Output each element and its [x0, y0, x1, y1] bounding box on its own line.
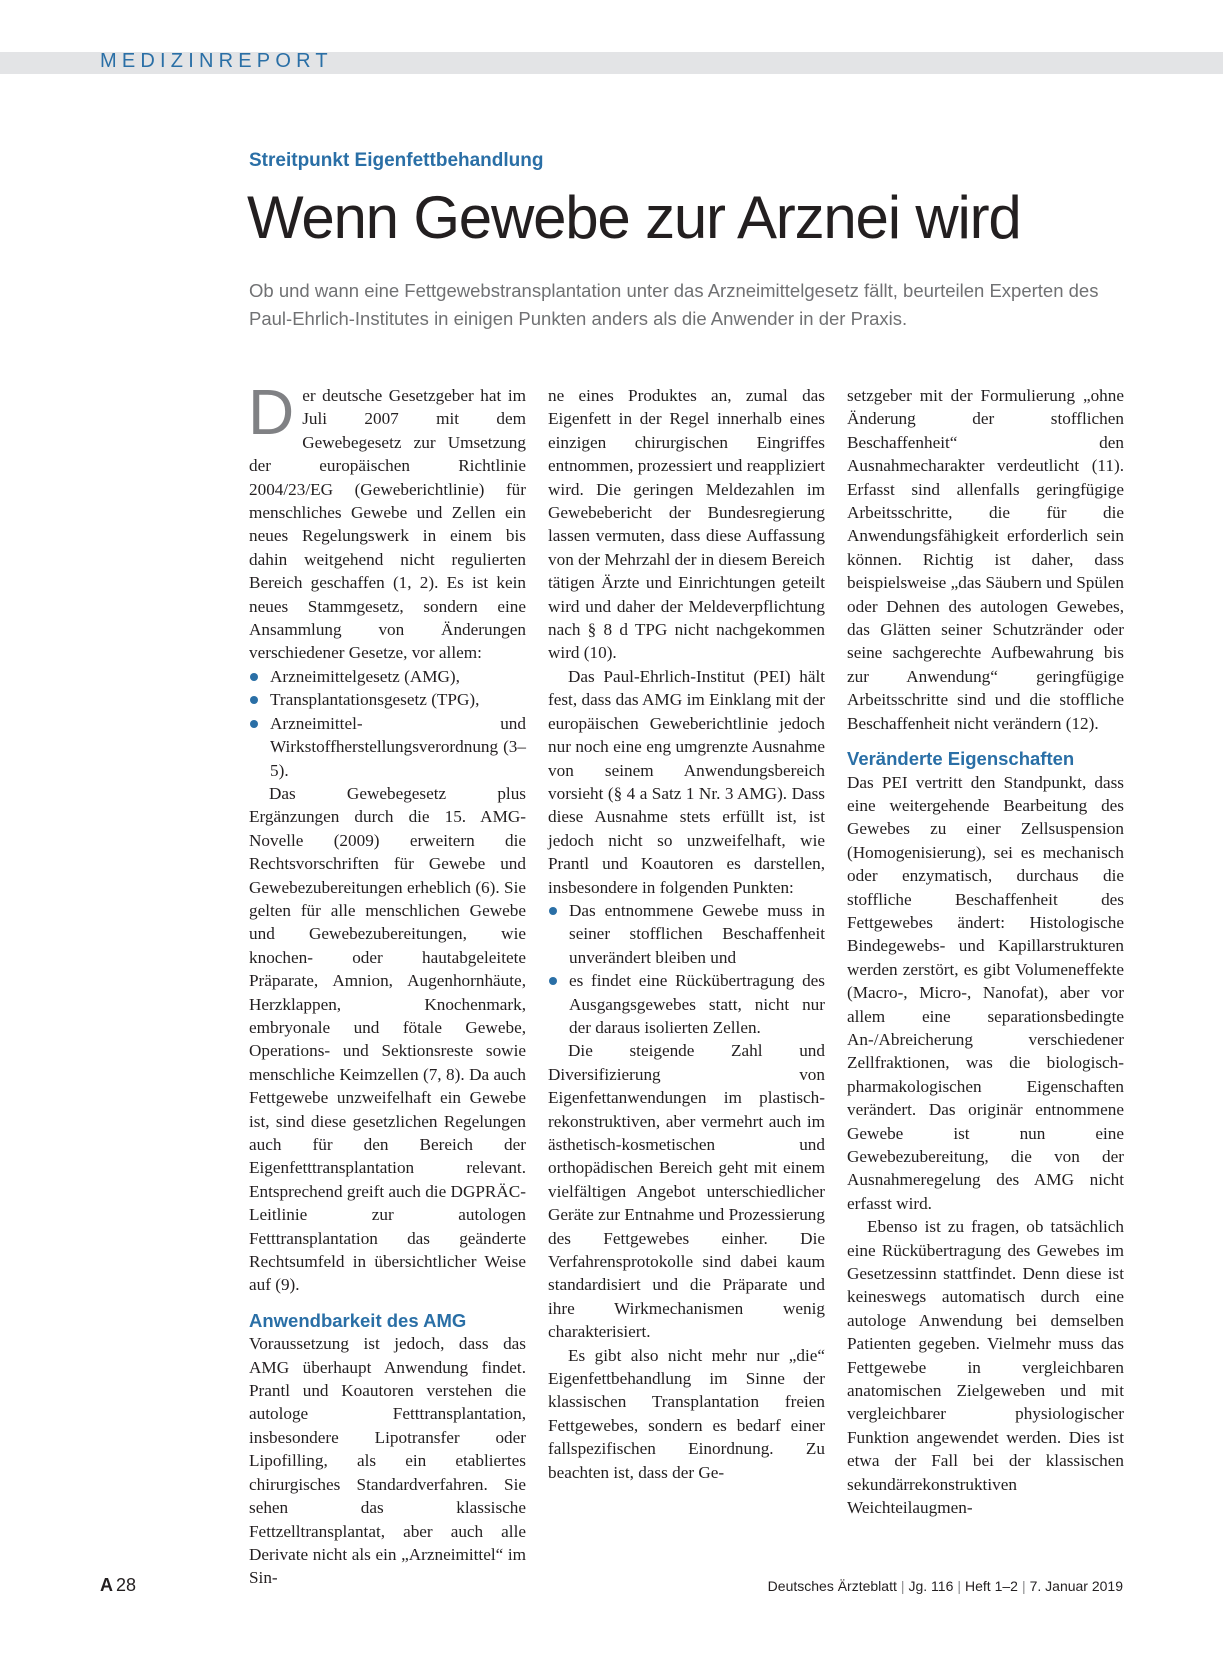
section-label: MEDIZINREPORT	[100, 50, 333, 72]
paragraph: Das Paul-Ehrlich-Institut (PEI) hält fest, dass das AMG im Einklang mit der europäischen Geweberichtlinie jedoch nur noch eine eng umgrenzte Ausnahme von seinem Anwendungsbereich vorsieht (§ 4 a Satz 1 Nr. 3 AMG). Dass diese Ausnahme stets erfüllt ist, ist jedoch nicht so unzweifelhaft, wie Prantl und Koautoren es darstellen, insbesondere in folgenden Punkten:	[548, 666, 825, 897]
text-column-1	[248, 376, 526, 1590]
journal-date: 7. Januar 2019	[1029, 1578, 1123, 1594]
text-column-3	[847, 384, 1124, 1520]
journal-volume: Jg. 116	[908, 1578, 954, 1594]
paragraph: Das PEI vertritt den Standpunkt, dass eine weitergehende Bearbeitung des Gewebes zu einer Zellsuspension (Homogenisierung), sei es mechanisch oder enzymatisch, durchaus die stoffliche Beschaffenheit des Fettgewebes ändert: Histologische Bindegewebs- und Kapillarstrukturen werden zerstört, es gibt Volumeneffekte (Macro-, Micro-, Nanofat), aber vor allem eine separationsbedingte An-/Abreicherung verschiedener Zellfraktionen, was die biologisch-pharmakologischen Eigenschaften verändert. Das originär entnommene Gewebe ist nun eine Gewebezubereitung, die von der Ausnahmeregelung des AMG nicht erfasst wird.	[847, 772, 1124, 1213]
paragraph-intro-text: er deutsche Gesetzgeber hat im Juli 2007 mit dem Gewebegesetz zur Umsetzung der europäischen Richtlinie 2004/23/EG (Geweberichtlinie) für menschliches Gewebe und Zellen ein neues Regelungswerk in einem bis dahin weitgehend nicht regulierten Bereich geschaffen (1, 2). Es ist kein neues Stammgesetz, sondern eine Ansammlung von Änderungen verschiedener Gesetze, vor allem:	[249, 386, 526, 663]
amendment-list	[249, 665, 526, 782]
article-lead: Ob und wann eine Fettgewebstransplantation unter das Arzneimittelgesetz fällt, beurteilen Experten des Paul-Ehrlich-Institutes in einigen Punkten anders als die Anwender in der Praxis.	[249, 280, 1099, 329]
paragraph: Voraussetzung ist jedoch, dass das AMG überhaupt Anwendung findet. Prantl und Koautoren verstehen die autologe Fetttransplantation, insbesondere Lipotransfer oder Lipofilling, als ein etabliertes chirurgisches Standardverfahren. Sie sehen das klassische Fettzelltransplantat, aber auch alle Derivate nicht als ein „Arzneimittel“ im Sin-	[249, 1334, 526, 1588]
article-headline: Wenn Gewebe zur Arznei wird	[247, 184, 1021, 251]
bullet-icon	[549, 907, 557, 915]
list-item: Das entnommene Gewebe muss in seiner stofflichen Beschaffenheit unverändert bleiben und	[548, 899, 825, 969]
bullet-icon	[549, 977, 557, 985]
subheading-amg: Anwendbarkeit des AMG	[249, 1309, 467, 1331]
list-item: Arzneimittelgesetz (AMG),	[249, 665, 526, 688]
list-item: Arzneimittel- und Wirkstoffherstellungsverordnung (3–5).	[249, 712, 526, 782]
bullet-icon	[250, 696, 258, 704]
article-kicker: Streitpunkt Eigenfettbehandlung	[249, 150, 544, 171]
drop-cap: D	[248, 376, 295, 448]
bullet-icon	[250, 720, 258, 728]
paragraph-intro	[248, 376, 526, 665]
criteria-list	[548, 899, 825, 1039]
list-item: Transplantationsgesetz (TPG),	[249, 688, 526, 711]
text-column-2	[548, 384, 825, 1484]
paragraph: ne eines Produktes an, zumal das Eigenfett in der Regel innerhalb eines einzigen chirurgischen Eingriffes entnommen, prozessiert und reappliziert wird. Die geringen Meldezahlen im Gewebebericht der Bundesregierung lassen vermuten, dass diese Auffassung von der Mehrzahl der in diesem Bereich tätigen Ärzte und Einrichtungen geteilt wird und daher der Meldeverpflichtung nach § 8 d TPG nicht nachgekommen wird (10).	[548, 386, 825, 663]
paragraph: Die steigende Zahl und Diversifizierung von Eigenfettanwendungen im plastisch-rekonstruktiven, aber vermehrt auch im ästhetisch-kosmetischen und orthopädischen Bereich geht mit einem vielfältigen Angebot unterschiedlicher Geräte zur Entnahme und Prozessierung des Fettgewebes einher. Die Verfahrensprotokolle sind dabei kaum standardisiert und die Präparate und ihre Wirkmechanismen wenig charakterisiert.	[548, 1041, 825, 1342]
bullet-icon	[250, 673, 258, 681]
journal-issue: Heft 1–2	[965, 1578, 1018, 1594]
paragraph: Es gibt also nicht mehr nur „die“ Eigenfettbehandlung im Sinne der klassischen Transplantation freien Fettgewebes, sondern es bedarf einer fallspezifischen Einordnung. Zu beachten ist, dass der Ge-	[548, 1345, 825, 1482]
page-number: A 28	[100, 1575, 137, 1595]
journal-footer: Deutsches Ärzteblatt | Jg. 116 | Heft 1–2 | 7. Januar 2019	[767, 1578, 1123, 1594]
journal-name: Deutsches Ärzteblatt	[767, 1578, 897, 1594]
subheading-properties: Veränderte Eigenschaften	[847, 748, 1075, 770]
list-item: es findet eine Rückübertragung des Ausgangsgewebes statt, nicht nur der daraus isolierten Zellen.	[548, 969, 825, 1039]
paragraph: setzgeber mit der Formulierung „ohne Änderung der stofflichen Beschaffenheit“ den Ausnahmecharakter verdeutlicht (11). Erfasst sind allenfalls geringfügige Arbeitsschritte, die für die Anwendungsfähigkeit erforderlich sein können. Richtig ist daher, dass beispielsweise „das Säubern und Spülen oder Dehnen des autologen Gewebes, das Glätten seiner Schutzränder oder seine sachgerechte Aufbewahrung bis zur Anwendung“ geringfügige Arbeitsschritte sind und die stoffliche Beschaffenheit nicht verändern (12).	[847, 386, 1124, 733]
paragraph: Das Gewebegesetz plus Ergänzungen durch die 15. AMG-Novelle (2009) erweitern die Rechtsvorschriften für Gewebe und Gewebezubereitungen erheblich (6). Sie gelten für alle menschlichen Gewebe und Gewebezubereitungen, wie knochen- oder hautabgeleitete Präparate, Amnion, Augenhornhäute, Herzklappen, Knochenmark, embryonale und fötale Gewebe, Operations- und Sektionsreste sowie menschliche Keimzellen (7, 8). Da auch Fettgewebe unzweifelhaft ein Gewebe ist, sind diese gesetzlichen Regelungen auch für den Bereich der Eigenfetttransplantation relevant. Entsprechend greift auch die DGPRÄC-Leitlinie zur autologen Fetttransplantation das geänderte Rechtsumfeld in übersichtlicher Weise auf (9).	[249, 783, 526, 1295]
paragraph: Ebenso ist zu fragen, ob tatsächlich eine Rückübertragung des Gewebes im Gesetzessinn stattfindet. Denn diese ist keineswegs automatisch durch eine autologe Anwendung bei demselben Patienten gegeben. Vielmehr muss das Fettgewebe in vergleichbaren anatomischen Zielgeweben und mit vergleichbarer physiologischer Funktion angewendet werden. Dies ist etwa der Fall bei der klassischen sekundärrekonstruktiven Weichteilaugmen-	[847, 1217, 1124, 1518]
